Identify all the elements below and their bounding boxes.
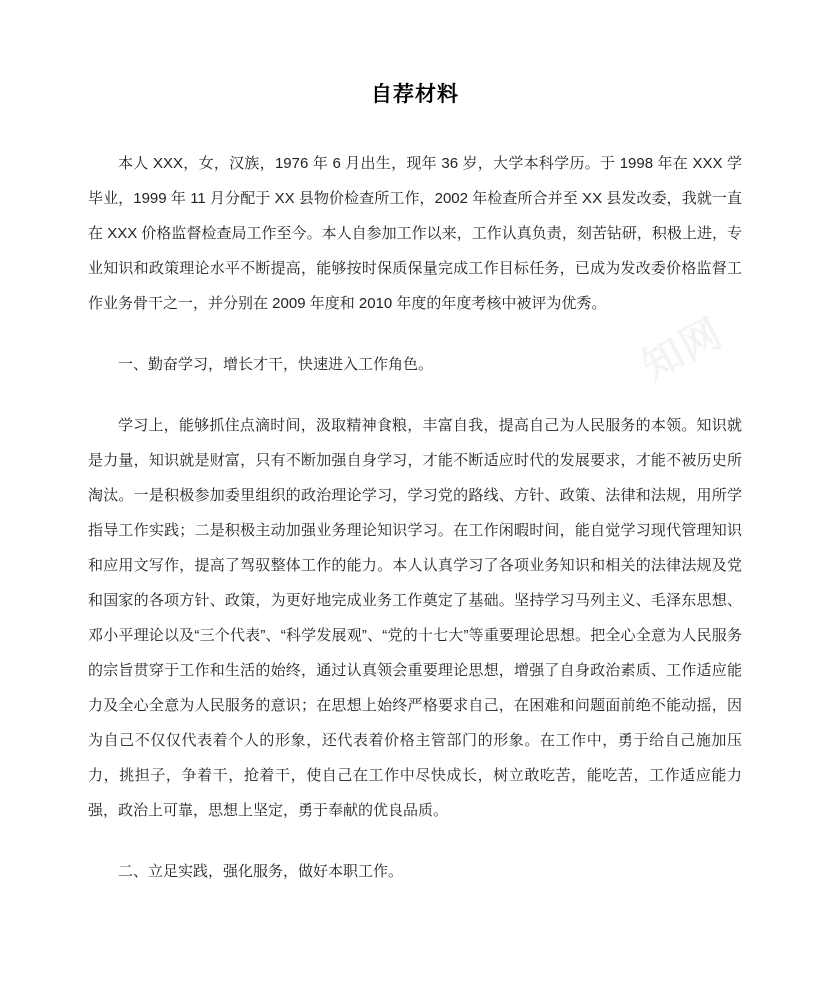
section-heading-one: 一、勤奋学习，增长才干，快速进入工作角色。 bbox=[118, 356, 434, 373]
section-heading-two: 二、立足实践，强化服务，做好本职工作。 bbox=[118, 863, 404, 880]
paragraph-section-one-body: 学习上，能够抓住点滴时间，汲取精神食粮，丰富自我，提高自己为人民服务的本领。知识就是力量，知识就是财富，只有不断加强自身学习，才能不断适应时代的发展要求，才能不被历史所淘汰。一是积极参加委里组织的政治理论学习，学习党的路线、方针、政策、法律和法规，用所学指导工作实践；二是积极主动加强业务理论知识学习。在工作闲暇时间，能自觉学习现代管理知识和应用文写作，提高了驾驭整体工作的能力。本人认真学习了各项业务知识和相关的法律法规及党和国家的各项方针、政策，为更好地完成业务工作奠定了基础。坚持学习马列主义、毛泽东思想、邓小平理论以及“三个代表”、“科学发展观”、“党的十七大”等重要理论思想。把全心全意为人民服务的宗旨贯穿于工作和生活的始终，通过认真领会重要理论思想，增强了自身政治素质、工作适应能力及全心全意为人民服务的意识；在思想上始终严格要求自己，在困难和问题面前绝不能动摇，因为自己不仅仅代表着个人的形象，还代表着价格主管部门的形象。在工作中，勇于给自己施加压力，挑担子，争着干，抢着干，使自己在工作中尽快成长，树立敢吃苦，能吃苦，工作适应能力强，政治上可靠，思想上坚定，勇于奉献的优良品质。 bbox=[88, 417, 742, 819]
page-title: 自荐材料 bbox=[371, 83, 459, 106]
paragraph-intro: 本人 XXX，女，汉族，1976 年 6 月出生，现年 36 岁，大学本科学历。于 1998 年在 XXX 学毕业，1999 年 11 月分配于 XX 县物价检查所工作，2002 年检查所合并至 XX 县发改委，我就一直在 XXX 价格监督检查局工作至今。本人自参加工作以来，工作认真负责，刻苦钻研，积极上进，专业知识和政策理论水平不断提高，能够按时保质保量完成工作目标任务，已成为发改委价格监督工作业务骨干之一，并分别在 2009 年度和 2010 年度的年度考核中被评为优秀。 bbox=[88, 155, 742, 312]
